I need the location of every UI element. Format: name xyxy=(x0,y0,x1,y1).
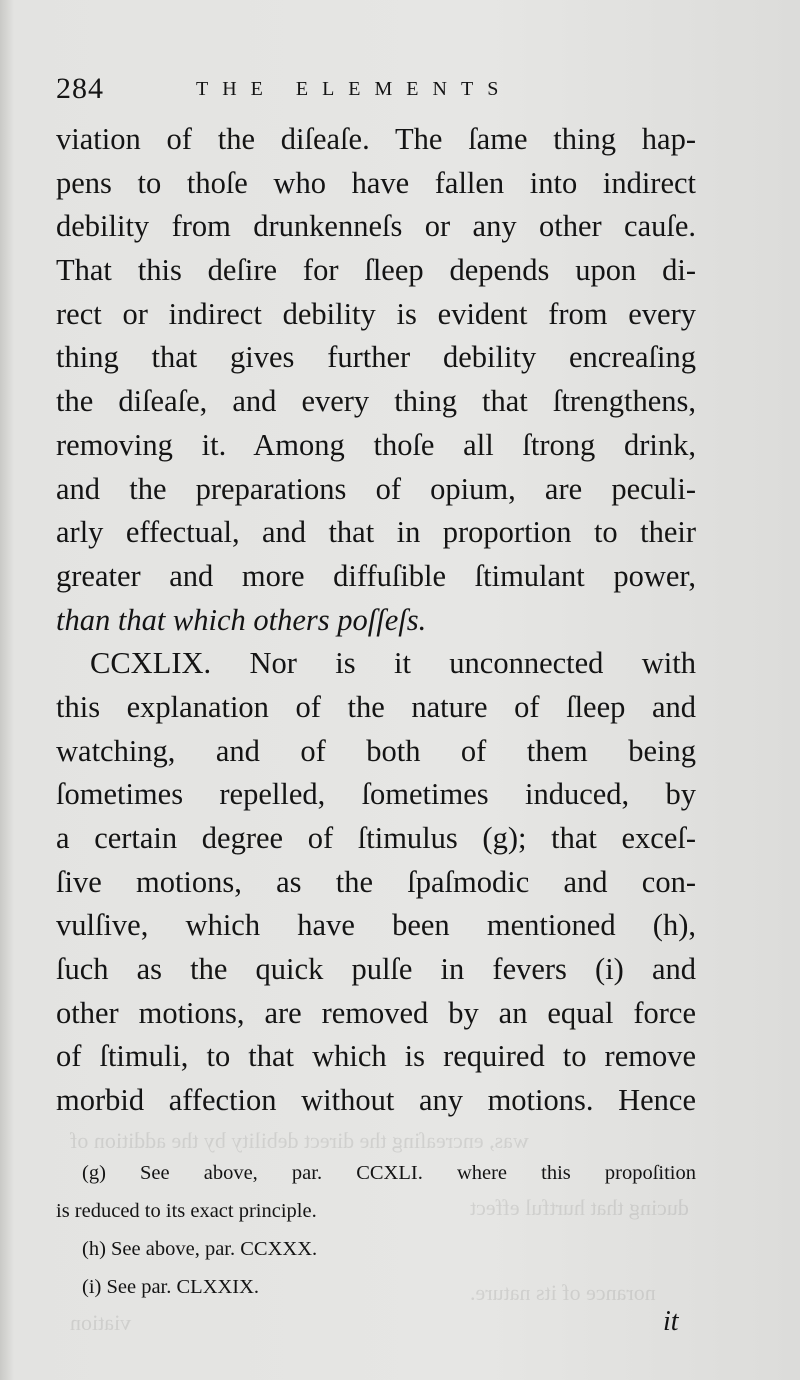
text-line: removing it. Among thoſe all ſtrong drink, xyxy=(56,427,696,462)
text-line: debility from drunkenneſs or any other cauſe. xyxy=(56,209,696,244)
text-line: the diſeaſe, and every thing that ſtrengthens, xyxy=(56,384,696,419)
text-line-italic: than that which others poſſeſs. xyxy=(56,602,427,637)
running-head xyxy=(56,70,696,110)
text-line: pens to thoſe who have fallen into indirect xyxy=(56,165,696,200)
text-line: other motions, are removed by an equal force xyxy=(56,995,696,1030)
text-line: ſive motions, as the ſpaſmodic and con- xyxy=(56,864,696,899)
text-line: arly effectual, and that in proportion to their xyxy=(56,515,696,550)
text-line: greater and more diffuſible ſtimulant power, xyxy=(56,558,696,593)
footnote-h: (h) See above, par. CCXXX. xyxy=(82,1238,318,1260)
text-line: thing that gives further debility encreaſing xyxy=(56,340,696,375)
bleed-through: was, encreaſing the direct debility by the addition of xyxy=(70,1128,529,1153)
text-line: this explanation of the nature of ſleep and xyxy=(56,689,696,724)
bleed-through: viation xyxy=(70,1310,132,1335)
running-title: THE ELEMENTS xyxy=(196,78,513,100)
footnote-g: (g) See above, par. CCXLI. where this propoſition xyxy=(82,1162,696,1184)
footnotes xyxy=(56,1158,696,1310)
text-line: vulſive, which have been mentioned (h), xyxy=(56,908,696,943)
body-text xyxy=(56,118,696,1123)
footnote-i: (i) See par. CLXXIX. xyxy=(82,1276,260,1298)
catchword: it xyxy=(663,1306,679,1337)
text-line: of ſtimuli, to that which is required to remove xyxy=(56,1039,696,1074)
text-line: viation of the diſeaſe. The ſame thing hap- xyxy=(56,122,696,156)
text-line: That this deſire for ſleep depends upon di- xyxy=(56,253,696,288)
text-line: morbid affection without any motions. Hence xyxy=(56,1083,696,1118)
text-line: watching, and of both of them being xyxy=(56,733,696,768)
text-line: and the preparations of opium, are peculi- xyxy=(56,471,696,506)
bleed-through: norance of its nature. xyxy=(470,1280,656,1305)
text-line: a certain degree of ſtimulus (g); that exceſ- xyxy=(56,821,696,855)
text-line: ſometimes repelled, ſometimes induced, by xyxy=(56,777,696,812)
section-heading-line: CCXLIX. Nor is it unconnected with xyxy=(90,646,696,681)
page-number: 284 xyxy=(56,72,104,105)
bleed-through: ducing that hurtful effect xyxy=(470,1195,689,1220)
footnote-g-continued: is reduced to its exact principle. xyxy=(56,1200,317,1222)
text-line: rect or indirect debility is evident from every xyxy=(56,296,696,331)
text-line: ſuch as the quick pulſe in fevers (i) and xyxy=(56,952,696,987)
